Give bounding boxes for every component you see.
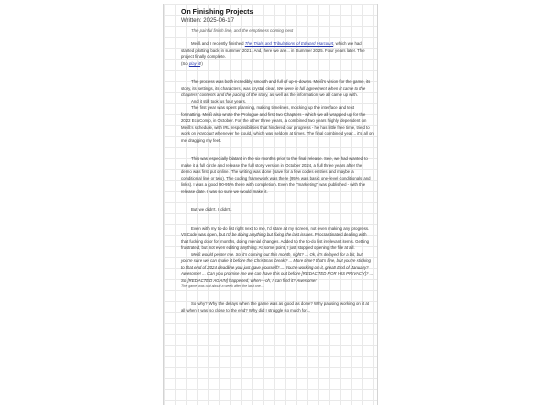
game-title-link[interactable]: The Trials and Tribulations of Edward Harcourt [244,41,334,46]
page-title: On Finishing Projects [181,9,254,16]
process-text-2: as well as the information we all came up with. [268,92,359,97]
play-it-link[interactable]: play it [188,60,201,66]
play-suffix: !) [200,60,203,66]
procrastination-text-2: . Procrastinated dealing with that fucking door for months, doing menial changes. Added to the to-do list irrelevant items. Getting frustrated, but not even editing anything. At some point, I just stopped opening the file at all. [181,232,369,250]
release-note: The game was out about a week after the last one... [181,284,264,288]
four-years-paragraph: And it still took us four years. [191,98,246,104]
document-page [163,4,378,405]
pester-paragraph: Meiß would pester me. So it's coming out this month, right? ... Ok, it's delayed for a bit, but you're sure we can make it before the Christmas break? ... More time? that's fine, but you're sticking to that end of 2024 deadline you just gave yourself? ... You're working on it, great! End of January? Awesome! ... Can you promise me we can have this out before [REDACTED FOR HIS PRIVACY]? ... So [REDACTED AGAIN] happened, when—oh, I can find it? Awesome! [181,251,374,283]
delay-paragraph: This was especially blatant in the six months prior to the final release. See, we had wanted to make it a full circle and release the full story version in October 2024, a full three years after the demo was first put online. The writing was done (save for a few codes entries and maybe a conditional line or two). The coding framework was there (95% was basic one-level conditionals and links). I was a good 90-95% there with completion. Even the "marketing" was published - with the release date. I was so sure we would make it. [181,156,371,194]
intro-paragraph [181,41,374,61]
first-year-paragraph [181,105,374,144]
play-prefix: (So [181,60,189,66]
didnt-paragraph: But we didn't. I didn't. [191,207,232,212]
first-year-text: The first year was spent planning, making timelines, mocking up the interface and text formatting. Meiß also wrote the Prologue and first two Chapters - which we all wrapped up for the 2022 EcoComp, in October. For the other three years, a combined two years highly dependent on Meiß's schedule, with IRL responsibilities that hindered our progress - he has little free time, tried to work on [181,105,370,136]
process-emphasis: We were in full agreement when it came to the chapters' contents and the pacing of the story, [181,85,366,97]
procrastination-text: Even with my to-do list right next to me, I'd stare at my screen, not even making any progress. VSCode was open, but [181,225,370,237]
harcourt-emphasis: Harcourt [197,131,214,136]
procrastination-paragraph [181,226,374,252]
first-year-text-2: whenever he could, which was seldom at times. The final combined year... it's all on me dragging my feet. [181,131,374,143]
written-date: Written: 2025-06-17 [181,18,234,24]
article [181,8,374,314]
process-text: The process was both incredibly smooth and full of up-n-downs. Meiß's vision for the game, its story, its settings, its characters, was crystal clear. [181,79,371,91]
intro-text: Meiß and I recently finished [191,41,245,46]
process-paragraph [181,79,374,99]
procrastination-emphasis: I'd be doing anything but fixing the last issues [226,232,313,237]
why-paragraph: So why? Why the delays when the game was as good as done? Why pausing working on it at all when I was so close to the end? Why did I struggle so much for... [181,301,369,313]
tagline: The painful finish line, and the emptiness coming next [191,28,294,33]
intro-text-2: , which we had started plotting back in summer 2021. And, here we are... in Summer 2025. Four years later. The project finally complete. [181,41,365,59]
